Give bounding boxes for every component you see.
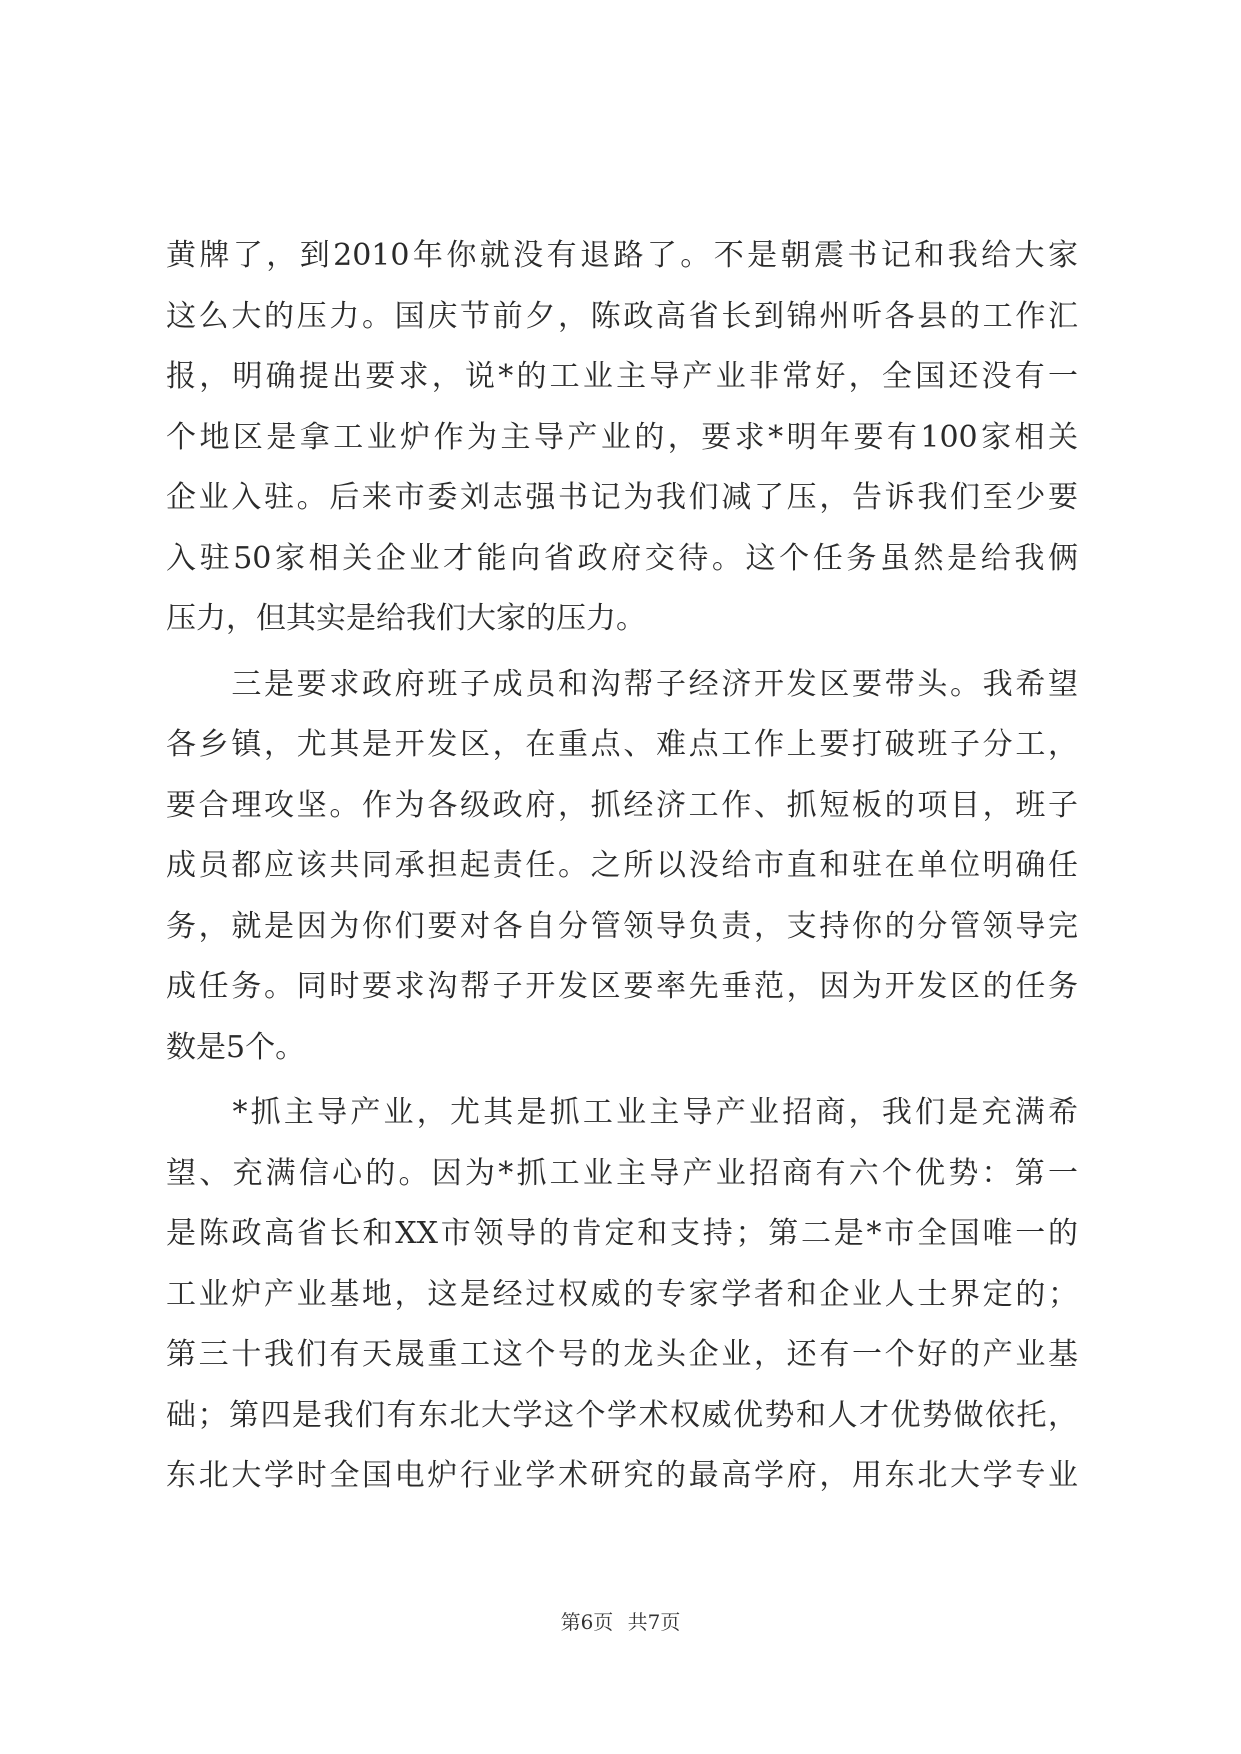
- text-line: 望、充满信心的。因为*抓工业主导产业招商有六个优势：第一: [166, 1155, 1078, 1191]
- text-line: 压力，但其实是给我们大家的压力。: [166, 601, 646, 636]
- text-line: 各乡镇，尤其是开发区，在重点、难点工作上要打破班子分工，: [166, 727, 1078, 762]
- text-line: 报，明确提出要求，说*的工业主导产业非常好，全国还没有一: [166, 359, 1078, 394]
- page-footer: [0, 1608, 1241, 1636]
- text-line: 东北大学时全国电炉行业学术研究的最高学府，用东北大学专业: [166, 1458, 1078, 1493]
- body-text: [166, 226, 1078, 1507]
- paragraph: [166, 1083, 1078, 1507]
- text-line: 这么大的压力。国庆节前夕，陈政高省长到锦州听各县的工作汇: [166, 298, 1078, 334]
- text-line: 是陈政高省长和XX市领导的肯定和支持；第二是*市全国唯一的: [166, 1216, 1078, 1251]
- text-line: 要合理攻坚。作为各级政府，抓经济工作、抓短板的项目，班子: [166, 787, 1078, 823]
- text-line: 个地区是拿工业炉作为主导产业的，要求*明年要有100家相关: [166, 419, 1078, 455]
- text-line: 工业炉产业基地，这是经过权威的专家学者和企业人士界定的；: [166, 1276, 1078, 1312]
- text-line: *抓主导产业，尤其是抓工业主导产业招商，我们是充满希: [166, 1095, 1078, 1130]
- text-line: 三是要求政府班子成员和沟帮子经济开发区要带头。我希望: [166, 666, 1078, 702]
- text-line: 成任务。同时要求沟帮子开发区要率先垂范，因为开发区的任务: [166, 969, 1078, 1004]
- text-line: 入驻50家相关企业才能向省政府交待。这个任务虽然是给我俩: [166, 540, 1078, 576]
- text-line: 企业入驻。后来市委刘志强书记为我们减了压，告诉我们至少要: [166, 480, 1078, 515]
- paragraph: [166, 655, 1078, 1079]
- paragraph: [166, 226, 1078, 650]
- text-line: 数是5个。: [166, 1029, 306, 1065]
- text-line: 成员都应该共同承担起责任。之所以没给市直和驻在单位明确任: [166, 848, 1078, 883]
- text-line: 础；第四是我们有东北大学这个学术权威优势和人才优势做依托，: [166, 1397, 1078, 1433]
- text-line: 黄牌了，到2010年你就没有退路了。不是朝震书记和我给大家: [166, 238, 1078, 273]
- page-total: 共7页: [627, 1610, 681, 1634]
- page-number: 第6页: [560, 1610, 614, 1634]
- text-line: 第三十我们有天晟重工这个号的龙头企业，还有一个好的产业基: [166, 1337, 1078, 1372]
- text-line: 务，就是因为你们要对各自分管领导负责，支持你的分管领导完: [166, 908, 1078, 944]
